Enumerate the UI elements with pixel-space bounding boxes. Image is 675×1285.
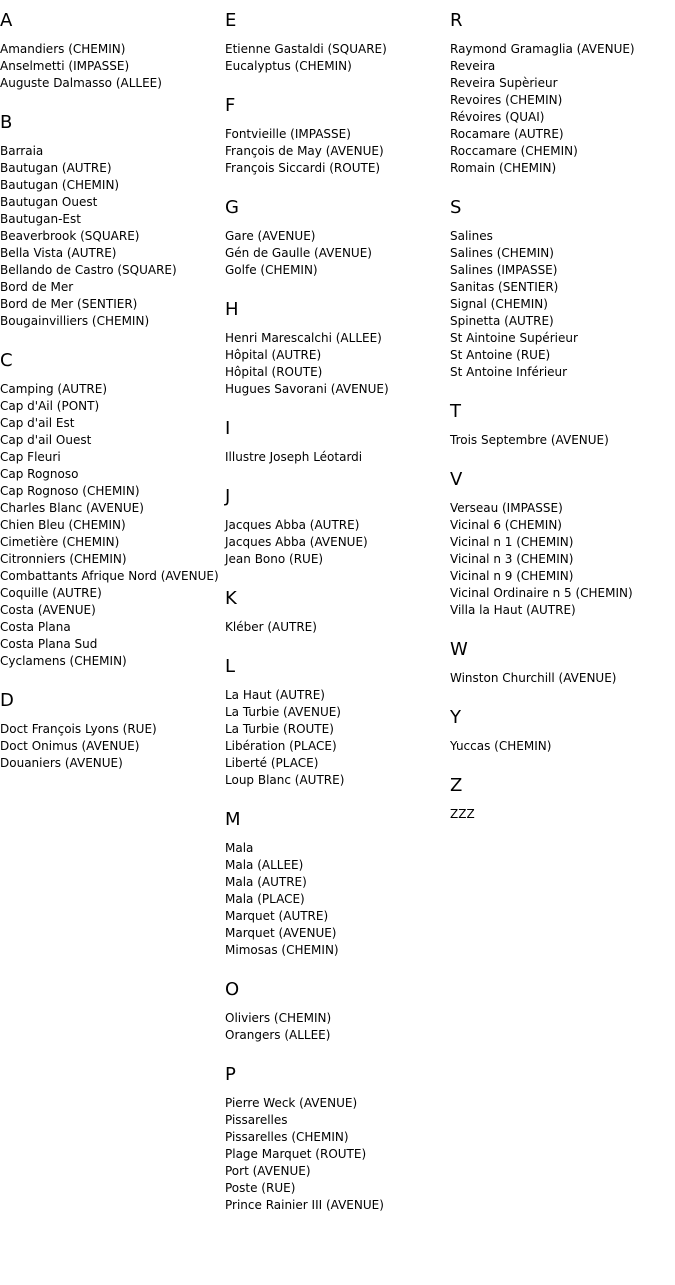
letter-section xyxy=(0,10,225,92)
letter-section xyxy=(225,10,450,75)
section-letter-heading: O xyxy=(225,979,240,1000)
section-letter-heading: K xyxy=(225,588,237,609)
street-link[interactable]: Liberté (PLACE) xyxy=(225,756,319,770)
street-link[interactable]: St Antoine (RUE) xyxy=(450,348,551,362)
street-link[interactable]: Revoires (CHEMIN) xyxy=(450,93,563,107)
letter-section xyxy=(225,418,450,466)
street-link[interactable]: Cyclamens (CHEMIN) xyxy=(0,654,127,668)
street-link[interactable]: Libération (PLACE) xyxy=(225,739,337,753)
letter-section xyxy=(450,775,675,823)
letter-section xyxy=(225,1064,450,1214)
street-link[interactable]: Bord de Mer (SENTIER) xyxy=(0,297,138,311)
letter-section xyxy=(0,690,225,772)
street-link[interactable]: Camping (AUTRE) xyxy=(0,382,108,396)
street-link[interactable]: Spinetta (AUTRE) xyxy=(450,314,554,328)
street-link[interactable]: Hugues Savorani (AVENUE) xyxy=(225,382,389,396)
street-link[interactable]: Cap d'ail Est xyxy=(0,416,75,430)
section-letter-heading: C xyxy=(0,350,13,371)
street-list xyxy=(0,381,225,670)
street-link[interactable]: Poste (RUE) xyxy=(225,1181,296,1195)
letter-section xyxy=(450,639,675,687)
street-list xyxy=(0,721,225,772)
street-link[interactable]: Costa Plana xyxy=(0,620,71,634)
street-list xyxy=(225,330,450,398)
street-list xyxy=(450,432,675,449)
section-letter-heading: L xyxy=(225,656,236,677)
street-list xyxy=(450,41,675,177)
street-link[interactable]: Roccamare (CHEMIN) xyxy=(450,144,578,158)
letter-section xyxy=(450,10,675,177)
street-link[interactable]: Pissarelles xyxy=(225,1113,288,1127)
street-list xyxy=(450,738,675,755)
street-link[interactable]: Bella Vista (AUTRE) xyxy=(0,246,117,260)
street-link[interactable]: Reveira Supèrieur xyxy=(450,76,558,90)
street-list xyxy=(450,228,675,381)
street-link[interactable]: Trois Septembre (AVENUE) xyxy=(450,433,609,447)
street-link[interactable]: La Turbie (AVENUE) xyxy=(225,705,341,719)
letter-section xyxy=(225,656,450,789)
street-link[interactable]: Plage Marquet (ROUTE) xyxy=(225,1147,367,1161)
section-letter-heading: A xyxy=(0,10,13,31)
street-link[interactable]: Barraia xyxy=(0,144,44,158)
street-link[interactable]: Hôpital (ROUTE) xyxy=(225,365,323,379)
street-link[interactable]: Kléber (AUTRE) xyxy=(225,620,317,634)
section-letter-heading: D xyxy=(0,690,14,711)
letter-section xyxy=(225,486,450,568)
index-column xyxy=(0,0,225,792)
street-link[interactable]: Bougainvilliers (CHEMIN) xyxy=(0,314,150,328)
street-link[interactable]: Prince Rainier III (AVENUE) xyxy=(225,1198,384,1212)
street-link[interactable]: François Siccardi (ROUTE) xyxy=(225,161,381,175)
street-link[interactable]: Yuccas (CHEMIN) xyxy=(450,739,552,753)
street-link[interactable]: Jacques Abba (AUTRE) xyxy=(225,518,360,532)
street-link[interactable]: Révoires (QUAI) xyxy=(450,110,545,124)
street-link[interactable]: Jean Bono (RUE) xyxy=(225,552,324,566)
index-column xyxy=(225,0,450,1234)
street-list xyxy=(225,517,450,568)
street-link[interactable]: Reveira xyxy=(450,59,496,73)
street-link[interactable]: Bautugan-Est xyxy=(0,212,81,226)
section-letter-heading: R xyxy=(450,10,463,31)
street-list xyxy=(225,126,450,177)
street-link[interactable]: Salines (IMPASSE) xyxy=(450,263,558,277)
street-link[interactable]: Henri Marescalchi (ALLEE) xyxy=(225,331,382,345)
section-letter-heading: Z xyxy=(450,775,463,796)
street-link[interactable]: Eucalyptus (CHEMIN) xyxy=(225,59,352,73)
street-link[interactable]: Etienne Gastaldi (SQUARE) xyxy=(225,42,387,56)
letter-section xyxy=(225,299,450,398)
street-link[interactable]: Signal (CHEMIN) xyxy=(450,297,548,311)
section-letter-heading: S xyxy=(450,197,462,218)
street-link[interactable]: Doct François Lyons (RUE) xyxy=(0,722,157,736)
street-link[interactable]: Illustre Joseph Léotardi xyxy=(225,450,363,464)
section-letter-heading: I xyxy=(225,418,231,439)
street-link[interactable]: Cap d'Ail (PONT) xyxy=(0,399,100,413)
street-link[interactable]: Combattants Afrique Nord (AVENUE) xyxy=(0,569,219,583)
street-link[interactable]: Charles Blanc (AVENUE) xyxy=(0,501,144,515)
section-letter-heading: H xyxy=(225,299,239,320)
street-link[interactable]: Villa la Haut (AUTRE) xyxy=(450,603,576,617)
street-link[interactable]: Cap Rognoso (CHEMIN) xyxy=(0,484,140,498)
street-link[interactable]: Vicinal n 1 (CHEMIN) xyxy=(450,535,574,549)
section-letter-heading: T xyxy=(450,401,461,422)
street-link[interactable]: Douaniers (AVENUE) xyxy=(0,756,123,770)
street-list xyxy=(225,41,450,75)
street-link[interactable]: Loup Blanc (AUTRE) xyxy=(225,773,345,787)
street-link[interactable]: Bellando de Castro (SQUARE) xyxy=(0,263,177,277)
letter-section xyxy=(225,95,450,177)
letter-section xyxy=(450,707,675,755)
street-link[interactable]: Marquet (AVENUE) xyxy=(225,926,337,940)
street-link[interactable]: Winston Churchill (AVENUE) xyxy=(450,671,617,685)
street-link[interactable]: Citronniers (CHEMIN) xyxy=(0,552,127,566)
letter-section xyxy=(450,197,675,381)
section-letter-heading: E xyxy=(225,10,237,31)
section-letter-heading: M xyxy=(225,809,241,830)
street-link[interactable]: La Haut (AUTRE) xyxy=(225,688,325,702)
street-link[interactable]: ZZZ xyxy=(450,807,475,821)
street-link[interactable]: Doct Onimus (AVENUE) xyxy=(0,739,140,753)
street-list xyxy=(225,449,450,466)
street-link[interactable]: Vicinal n 9 (CHEMIN) xyxy=(450,569,574,583)
street-link[interactable]: Cap Rognoso xyxy=(0,467,79,481)
street-link[interactable]: Salines (CHEMIN) xyxy=(450,246,554,260)
street-list xyxy=(225,1095,450,1214)
street-link[interactable]: Costa (AVENUE) xyxy=(0,603,96,617)
street-link[interactable]: Bautugan (AUTRE) xyxy=(0,161,112,175)
street-link[interactable]: Cap Fleuri xyxy=(0,450,61,464)
street-link[interactable]: Port (AVENUE) xyxy=(225,1164,311,1178)
street-list xyxy=(0,143,225,330)
letter-section xyxy=(0,350,225,670)
street-link[interactable]: Orangers (ALLEE) xyxy=(225,1028,331,1042)
street-link[interactable]: Cap d'ail Ouest xyxy=(0,433,92,447)
street-link[interactable]: Anselmetti (IMPASSE) xyxy=(0,59,130,73)
letter-section xyxy=(225,979,450,1044)
street-link[interactable]: François de May (AVENUE) xyxy=(225,144,384,158)
street-link[interactable]: Chien Bleu (CHEMIN) xyxy=(0,518,126,532)
street-link[interactable]: Mimosas (CHEMIN) xyxy=(225,943,339,957)
letter-section xyxy=(225,197,450,279)
letter-section xyxy=(225,588,450,636)
street-list xyxy=(450,806,675,823)
letter-section xyxy=(0,112,225,330)
street-link[interactable]: La Turbie (ROUTE) xyxy=(225,722,334,736)
street-link[interactable]: Amandiers (CHEMIN) xyxy=(0,42,126,56)
street-link[interactable]: Golfe (CHEMIN) xyxy=(225,263,318,277)
letter-section xyxy=(450,401,675,449)
street-link[interactable]: Gare (AVENUE) xyxy=(225,229,316,243)
street-link[interactable]: Salines xyxy=(450,229,493,243)
street-link[interactable]: Rocamare (AUTRE) xyxy=(450,127,564,141)
street-link[interactable]: Coquille (AUTRE) xyxy=(0,586,102,600)
letter-section xyxy=(225,809,450,959)
street-link[interactable]: Fontvieille (IMPASSE) xyxy=(225,127,351,141)
street-link[interactable]: Bord de Mer xyxy=(0,280,74,294)
street-link[interactable]: Auguste Dalmasso (ALLEE) xyxy=(0,76,162,90)
street-list xyxy=(225,228,450,279)
street-link[interactable]: Romain (CHEMIN) xyxy=(450,161,557,175)
street-link[interactable]: Mala (AUTRE) xyxy=(225,875,307,889)
street-link[interactable]: Bautugan Ouest xyxy=(0,195,98,209)
section-letter-heading: F xyxy=(225,95,236,116)
street-list xyxy=(0,41,225,92)
street-list xyxy=(225,1010,450,1044)
street-link[interactable]: Jacques Abba (AVENUE) xyxy=(225,535,368,549)
section-letter-heading: W xyxy=(450,639,468,660)
street-link[interactable]: Beaverbrook (SQUARE) xyxy=(0,229,140,243)
street-list xyxy=(225,687,450,789)
section-letter-heading: B xyxy=(0,112,13,133)
section-letter-heading: V xyxy=(450,469,463,490)
street-link[interactable]: Mala xyxy=(225,841,254,855)
street-link[interactable]: Gén de Gaulle (AVENUE) xyxy=(225,246,372,260)
street-link[interactable]: Vicinal n 3 (CHEMIN) xyxy=(450,552,574,566)
street-link[interactable]: Vicinal Ordinaire n 5 (CHEMIN) xyxy=(450,586,633,600)
street-link[interactable]: Pierre Weck (AVENUE) xyxy=(225,1096,358,1110)
street-link[interactable]: Vicinal 6 (CHEMIN) xyxy=(450,518,562,532)
street-link[interactable]: St Aintoine Supérieur xyxy=(450,331,578,345)
street-link[interactable]: Bautugan (CHEMIN) xyxy=(0,178,120,192)
street-link[interactable]: Mala (ALLEE) xyxy=(225,858,304,872)
section-letter-heading: G xyxy=(225,197,239,218)
section-letter-heading: P xyxy=(225,1064,236,1085)
street-link[interactable]: Oliviers (CHEMIN) xyxy=(225,1011,332,1025)
street-list xyxy=(450,670,675,687)
section-letter-heading: J xyxy=(225,486,231,507)
street-link[interactable]: St Antoine Inférieur xyxy=(450,365,568,379)
street-link[interactable]: Marquet (AUTRE) xyxy=(225,909,329,923)
street-list xyxy=(225,840,450,959)
street-list xyxy=(225,619,450,636)
street-link[interactable]: Raymond Gramaglia (AVENUE) xyxy=(450,42,635,56)
street-list xyxy=(450,500,675,619)
street-link[interactable]: Sanitas (SENTIER) xyxy=(450,280,559,294)
street-link[interactable]: Verseau (IMPASSE) xyxy=(450,501,563,515)
index-column xyxy=(450,0,675,843)
street-link[interactable]: Mala (PLACE) xyxy=(225,892,305,906)
section-letter-heading: Y xyxy=(450,707,461,728)
street-link[interactable]: Cimetière (CHEMIN) xyxy=(0,535,120,549)
street-link[interactable]: Costa Plana Sud xyxy=(0,637,98,651)
letter-section xyxy=(450,469,675,619)
street-link[interactable]: Pissarelles (CHEMIN) xyxy=(225,1130,349,1144)
street-link[interactable]: Hôpital (AUTRE) xyxy=(225,348,322,362)
